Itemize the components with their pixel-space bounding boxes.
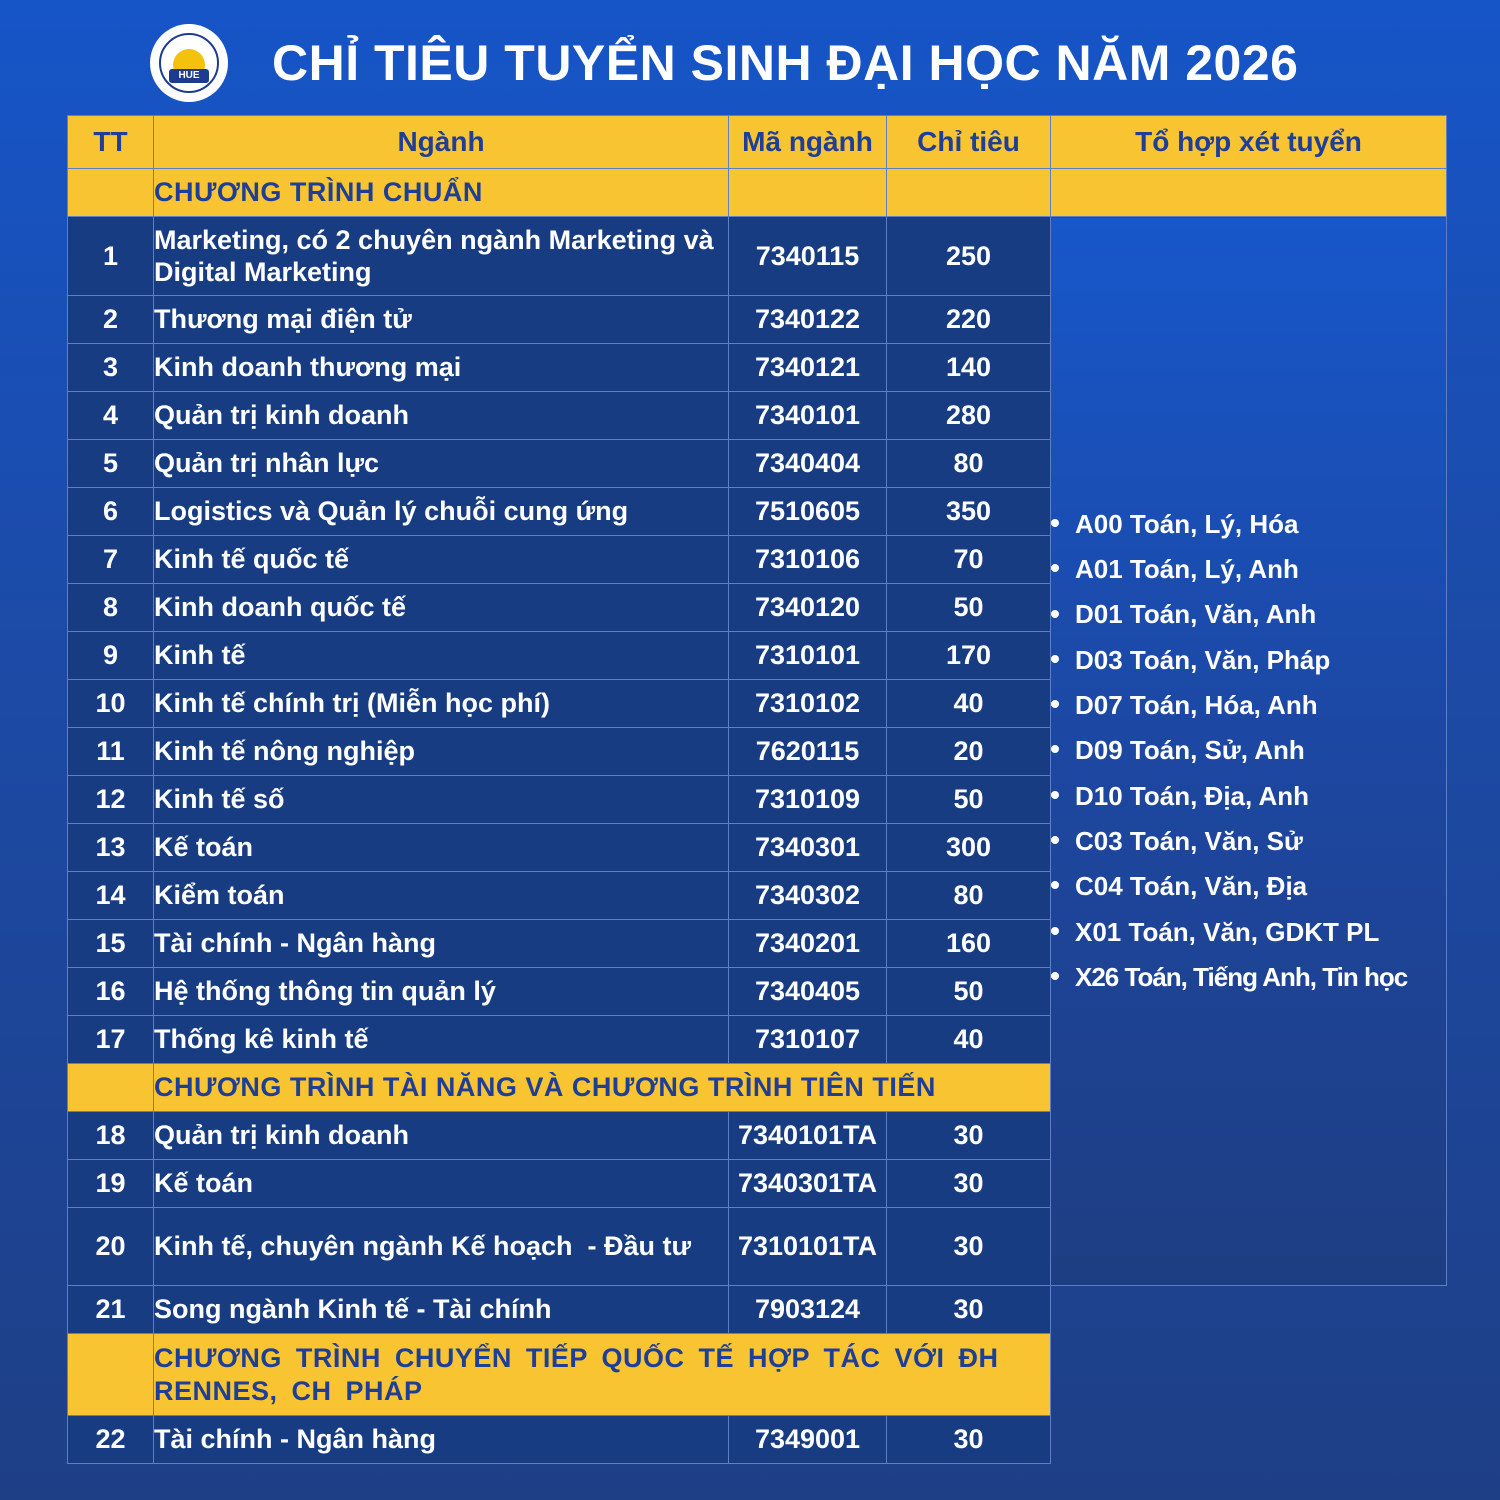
section-title: CHƯƠNG TRÌNH CHUẨN [154, 169, 729, 217]
row-code: 7340121 [729, 344, 887, 392]
row-name: Thương mại điện tử [154, 296, 729, 344]
row-code: 7340201 [729, 920, 887, 968]
row-code: 7510605 [729, 488, 887, 536]
university-logo [150, 24, 228, 102]
row-tt: 1 [68, 217, 154, 296]
row-name: Quản trị kinh doanh [154, 1112, 729, 1160]
row-name: Kinh doanh thương mại [154, 344, 729, 392]
row-tt: 7 [68, 536, 154, 584]
header-combos: Tổ hợp xét tuyển [1051, 116, 1447, 169]
row-quota: 220 [887, 296, 1051, 344]
row-tt: 6 [68, 488, 154, 536]
table-header-row [68, 116, 1447, 169]
row-name: Logistics và Quản lý chuỗi cung ứng [154, 488, 729, 536]
combination-item: C04 Toán, Văn, Địa [1051, 864, 1446, 909]
row-quota: 80 [887, 440, 1051, 488]
header-name: Ngành [154, 116, 729, 169]
row-code: 7340302 [729, 872, 887, 920]
row-code: 7340101 [729, 392, 887, 440]
row-name: Quản trị kinh doanh [154, 392, 729, 440]
header-tt: TT [68, 116, 154, 169]
row-tt: 13 [68, 824, 154, 872]
row-code: 7310106 [729, 536, 887, 584]
row-code: 7903124 [729, 1286, 887, 1334]
row-tt: 22 [68, 1416, 154, 1464]
row-name: Kế toán [154, 824, 729, 872]
row-tt: 3 [68, 344, 154, 392]
row-tt: 9 [68, 632, 154, 680]
row-quota: 50 [887, 776, 1051, 824]
row-quota: 30 [887, 1112, 1051, 1160]
row-name: Marketing, có 2 chuyên ngành Marketing và Digital Marketing [154, 217, 729, 296]
row-tt: 15 [68, 920, 154, 968]
row-name: Tài chính - Ngân hàng [154, 1416, 729, 1464]
row-name: Kế toán [154, 1160, 729, 1208]
row-code: 7340101TA [729, 1112, 887, 1160]
row-tt: 14 [68, 872, 154, 920]
row-quota: 30 [887, 1416, 1051, 1464]
row-tt: 20 [68, 1208, 154, 1286]
row-tt: 4 [68, 392, 154, 440]
row-name: Thống kê kinh tế [154, 1016, 729, 1064]
row-tt: 2 [68, 296, 154, 344]
row-tt: 16 [68, 968, 154, 1016]
row-code: 7340122 [729, 296, 887, 344]
row-name: Kinh tế số [154, 776, 729, 824]
page-header [0, 0, 1500, 115]
table-row [68, 1286, 1447, 1334]
row-code: 7340115 [729, 217, 887, 296]
row-quota: 80 [887, 872, 1051, 920]
table-row [68, 1416, 1447, 1464]
row-quota: 250 [887, 217, 1051, 296]
combination-item: A01 Toán, Lý, Anh [1051, 547, 1446, 592]
page-title: CHỈ TIÊU TUYỂN SINH ĐẠI HỌC NĂM 2026 [272, 35, 1299, 91]
row-quota: 170 [887, 632, 1051, 680]
row-tt: 21 [68, 1286, 154, 1334]
row-quota: 70 [887, 536, 1051, 584]
row-code: 7340301TA [729, 1160, 887, 1208]
row-quota: 20 [887, 728, 1051, 776]
row-code: 7349001 [729, 1416, 887, 1464]
row-name: Quản trị nhân lực [154, 440, 729, 488]
row-quota: 30 [887, 1286, 1051, 1334]
row-quota: 350 [887, 488, 1051, 536]
row-name: Song ngành Kinh tế - Tài chính [154, 1286, 729, 1334]
row-name: Kinh tế nông nghiệp [154, 728, 729, 776]
combination-item: D03 Toán, Văn, Pháp [1051, 638, 1446, 683]
row-tt: 12 [68, 776, 154, 824]
combination-item: C03 Toán, Văn, Sử [1051, 819, 1446, 864]
admission-table [67, 115, 1447, 1464]
row-code: 7340120 [729, 584, 887, 632]
header-quota: Chỉ tiêu [887, 116, 1051, 169]
section-title: CHƯƠNG TRÌNH TÀI NĂNG VÀ CHƯƠNG TRÌNH TIÊN TIẾN [154, 1064, 1051, 1112]
section-title: CHƯƠNG TRÌNH CHUYỂN TIẾP QUỐC TẾ HỢP TÁC VỚI ĐH RENNES, CH PHÁP [154, 1334, 1051, 1416]
row-code: 7620115 [729, 728, 887, 776]
row-tt: 11 [68, 728, 154, 776]
combination-item: A00 Toán, Lý, Hóa [1051, 502, 1446, 547]
combination-item: X01 Toán, Văn, GDKT PL [1051, 910, 1446, 955]
row-name: Kiểm toán [154, 872, 729, 920]
row-quota: 30 [887, 1208, 1051, 1286]
combination-item: D09 Toán, Sử, Anh [1051, 728, 1446, 773]
row-code: 7310101TA [729, 1208, 887, 1286]
row-quota: 30 [887, 1160, 1051, 1208]
combination-item: D07 Toán, Hóa, Anh [1051, 683, 1446, 728]
row-name: Kinh tế [154, 632, 729, 680]
row-quota: 300 [887, 824, 1051, 872]
logo-text: HUE [169, 69, 209, 83]
combination-list-cell [1051, 217, 1447, 1286]
combination-item: D10 Toán, Địa, Anh [1051, 774, 1446, 819]
row-name: Hệ thống thông tin quản lý [154, 968, 729, 1016]
row-tt: 10 [68, 680, 154, 728]
row-tt: 8 [68, 584, 154, 632]
combination-list [1051, 502, 1446, 1000]
section-row-transfer [68, 1334, 1447, 1416]
row-name: Kinh tế, chuyên ngành Kế hoạch - Đầu tư [154, 1208, 729, 1286]
row-code: 7310102 [729, 680, 887, 728]
row-code: 7310109 [729, 776, 887, 824]
row-name: Kinh doanh quốc tế [154, 584, 729, 632]
row-quota: 50 [887, 584, 1051, 632]
row-quota: 280 [887, 392, 1051, 440]
row-quota: 140 [887, 344, 1051, 392]
row-tt: 17 [68, 1016, 154, 1064]
row-tt: 19 [68, 1160, 154, 1208]
row-name: Tài chính - Ngân hàng [154, 920, 729, 968]
row-tt: 5 [68, 440, 154, 488]
combination-item: X26 Toán, Tiếng Anh, Tin học [1051, 955, 1446, 1000]
row-quota: 40 [887, 1016, 1051, 1064]
row-quota: 160 [887, 920, 1051, 968]
row-code: 7310101 [729, 632, 887, 680]
row-code: 7340404 [729, 440, 887, 488]
section-row-standard [68, 169, 1447, 217]
row-name: Kinh tế quốc tế [154, 536, 729, 584]
row-name: Kinh tế chính trị (Miễn học phí) [154, 680, 729, 728]
row-code: 7340301 [729, 824, 887, 872]
row-code: 7340405 [729, 968, 887, 1016]
row-tt: 18 [68, 1112, 154, 1160]
combination-item: D01 Toán, Văn, Anh [1051, 592, 1446, 637]
row-quota: 40 [887, 680, 1051, 728]
header-code: Mã ngành [729, 116, 887, 169]
table-row [68, 217, 1447, 296]
row-quota: 50 [887, 968, 1051, 1016]
row-code: 7310107 [729, 1016, 887, 1064]
